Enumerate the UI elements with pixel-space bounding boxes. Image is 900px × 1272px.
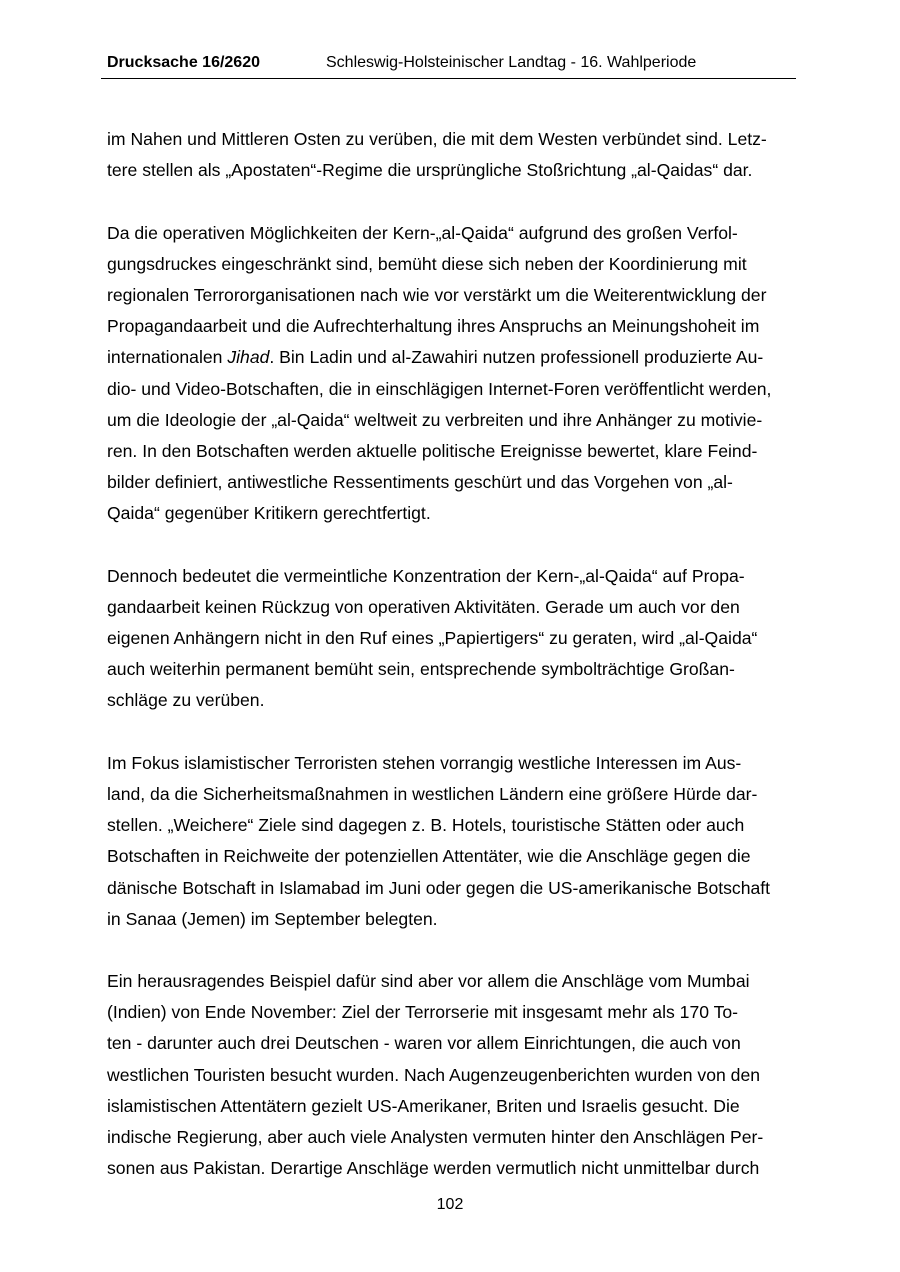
text-line: schläge zu verüben. — [107, 690, 265, 711]
parliament-title: Schleswig-Holsteinischer Landtag - 16. Wahlperiode — [326, 54, 697, 71]
text-line-with-italic — [107, 342, 793, 373]
text-line: Propagandaarbeit und die Aufrechterhaltung ihres Anspruchs an Meinungshoheit im — [107, 316, 760, 337]
text-line: bilder definiert, antiwestliche Ressentiments geschürt und das Vorgehen von „al- — [107, 472, 733, 493]
paragraph-gap — [107, 935, 793, 966]
text-line: westlichen Touristen besucht wurden. Nach Augenzeugenberichten wurden von den — [107, 1064, 761, 1085]
text-line: im Nahen und Mittleren Osten zu verüben, die mit dem Westen verbündet sind. Letz- — [107, 129, 767, 149]
text-line: gungsdruckes eingeschränkt sind, bemüht diese sich neben der Koordinierung mit — [107, 253, 747, 274]
paragraph — [107, 966, 793, 1184]
text-line: Im Fokus islamistischer Terroristen stehen vorrangig westliche Interessen im Aus- — [107, 752, 742, 773]
text-line: (Indien) von Ende November: Ziel der Terrorserie mit insgesamt mehr als 170 To- — [107, 1002, 739, 1023]
paragraph-gap — [107, 717, 793, 748]
paragraph-gap — [107, 186, 793, 217]
text-line: Botschaften in Reichweite der potenziellen Attentäter, wie die Anschläge gegen die — [107, 846, 751, 867]
document-number: Drucksache 16/2620 — [107, 54, 260, 71]
text-line: ten - darunter auch drei Deutschen - waren vor allem Einrichtungen, die auch von — [107, 1033, 741, 1054]
body-text — [107, 124, 793, 1184]
text-span: internationalen — [107, 347, 228, 368]
text-line: Qaida“ gegenüber Kritikern gerechtfertigt. — [107, 503, 431, 524]
text-line: um die Ideologie der „al-Qaida“ weltweit zu verbreiten und ihre Anhänger zu motivie- — [107, 409, 763, 430]
paragraph — [107, 218, 793, 530]
italic-term: Jihad — [227, 347, 270, 368]
paragraph-gap — [107, 529, 793, 560]
text-line: gandaarbeit keinen Rückzug von operativen Aktivitäten. Gerade um auch vor den — [107, 596, 740, 617]
text-line: sonen aus Pakistan. Derartige Anschläge werden vermutlich nicht unmittelbar durch — [107, 1158, 760, 1179]
text-line: Da die operativen Möglichkeiten der Kern-„al-Qaida“ aufgrund des großen Verfol- — [107, 222, 738, 243]
text-line: ren. In den Botschaften werden aktuelle politische Ereignisse bewertet, klare Feind- — [107, 440, 758, 461]
text-line: auch weiterhin permanent bemüht sein, entsprechende symbolträchtige Großan- — [107, 659, 735, 680]
page-header — [101, 52, 796, 79]
paragraph — [107, 748, 793, 935]
text-line: eigenen Anhängern nicht in den Ruf eines „Papiertigers“ zu geraten, wird „al-Qaida“ — [107, 628, 758, 648]
text-span: . Bin Ladin und al-Zawahiri nutzen professionell produzierte Au- — [269, 347, 764, 368]
text-line: islamistischen Attentätern gezielt US-Amerikaner, Briten und Israelis gesucht. Die — [107, 1095, 740, 1116]
text-line: stellen. „Weichere“ Ziele sind dagegen z. B. Hotels, touristische Stätten oder auch — [107, 815, 745, 836]
text-line: in Sanaa (Jemen) im September belegten. — [107, 908, 438, 929]
text-line: dänische Botschaft in Islamabad im Juni oder gegen die US-amerikanische Botschaft — [107, 877, 771, 898]
paragraph — [107, 124, 793, 186]
page-number: 102 — [436, 1196, 464, 1213]
paragraph — [107, 561, 793, 717]
text-line: Dennoch bedeutet die vermeintliche Konzentration der Kern-„al-Qaida“ auf Propa- — [107, 565, 745, 586]
text-line: dio- und Video-Botschaften, die in einschlägigen Internet-Foren veröffentlicht werden, — [107, 378, 772, 399]
text-line: land, da die Sicherheitsmaßnahmen in westlichen Ländern eine größere Hürde dar- — [107, 783, 758, 804]
text-line: indische Regierung, aber auch viele Analysten vermuten hinter den Anschlägen Per- — [107, 1127, 764, 1147]
text-line: Ein herausragendes Beispiel dafür sind aber vor allem die Anschläge vom Mumbai — [107, 971, 750, 992]
text-line: tere stellen als „Apostaten“-Regime die ursprüngliche Stoßrichtung „al-Qaidas“ dar. — [107, 160, 753, 181]
text-line: regionalen Terrororganisationen nach wie vor verstärkt um die Weiterentwicklung der — [107, 284, 767, 305]
